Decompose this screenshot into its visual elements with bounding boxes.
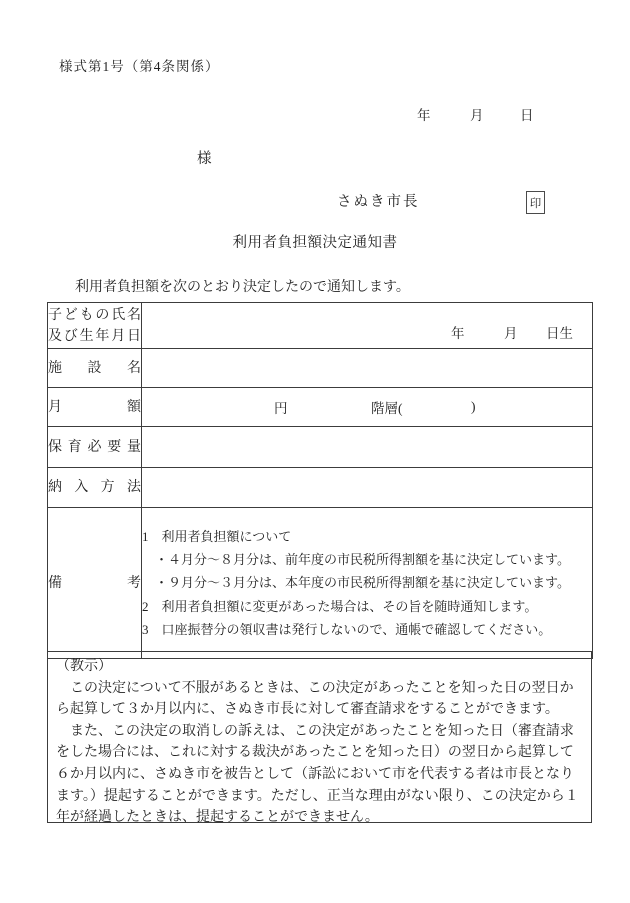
instruction-heading: （教示） <box>56 659 112 674</box>
instruction-paragraph: この決定について不服があるときは、この決定があったことを知った日の翌日から起算して３か月以内に、さぬき市長に対して審査請求をすることができます。 <box>56 680 574 718</box>
monthly-amount-label: 月 額 <box>48 388 142 427</box>
table-row <box>48 508 593 659</box>
remarks-line: 3 口座振替分の領収書は発行しないので、通帳で確認してください。 <box>142 621 552 637</box>
payment-method-field <box>142 468 593 508</box>
intro-text: 利用者負担額を次のとおり決定したので通知します。 <box>75 280 410 295</box>
remarks-line: ・９月分～３月分は、本年度の市民税所得割額を基に決定しています。 <box>142 575 570 591</box>
issue-date-year-label: 年 <box>417 108 431 123</box>
table-row <box>48 427 593 468</box>
seal-box: 印 <box>526 191 545 214</box>
remarks-line: ・４月分～８月分は、前年度の市民税所得割額を基に決定しています。 <box>142 552 570 568</box>
remarks-label: 備 考 <box>48 508 142 659</box>
tier-close-label: ) <box>471 399 476 414</box>
child-name-label-line2: 及 び 生 年 月 日 <box>48 328 141 344</box>
document-title: 利用者負担額決定通知書 <box>232 235 398 251</box>
birth-day-born-label: 日生 <box>546 326 573 341</box>
child-name-birthdate-field <box>142 303 593 349</box>
sender-title: さぬき市長 <box>337 194 420 210</box>
yen-unit-label: 円 <box>274 401 288 416</box>
child-name-label-line1: 子 ど も の 氏 名 <box>48 307 141 323</box>
child-name-label <box>48 303 142 349</box>
table-row <box>48 303 593 349</box>
table-row <box>48 349 593 388</box>
payment-method-label: 納 入 方 法 <box>48 468 142 508</box>
addressee-honorific: 様 <box>197 151 212 167</box>
decision-table <box>47 302 593 659</box>
care-need-label: 保 育 必 要 量 <box>48 427 142 468</box>
instruction-box <box>47 651 592 826</box>
birth-year-label: 年 <box>451 326 465 341</box>
remarks-line: 2 利用者負担額に変更があった場合は、その旨を随時通知します。 <box>142 598 538 614</box>
monthly-amount-field <box>142 388 593 427</box>
care-need-field <box>142 427 593 468</box>
remarks-line: 1 利用者負担額について <box>142 528 292 544</box>
form-number: 様式第1号（第4条関係） <box>59 59 220 74</box>
facility-name-field <box>142 349 593 388</box>
tier-open-label: 階層( <box>371 401 403 416</box>
instruction-paragraph: また、この決定の取消しの訴えは、この決定があったことを知った日（審査請求をした場合には、これに対する裁決があったことを知った日）の翌日から起算して６か月以内に、さぬき市を被告として（訴訟において市を代表する者は市長となります。）提起することができます。ただし、正当な理由がない限り、この決定から１年が経過したときは、提起することができません。 <box>56 723 579 826</box>
facility-name-label: 施 設 名 <box>48 349 142 388</box>
birth-month-label: 月 <box>504 326 518 341</box>
issue-date-month-label: 月 <box>470 108 484 123</box>
remarks-content <box>142 508 593 659</box>
table-row <box>48 388 593 427</box>
table-row <box>48 468 593 508</box>
issue-date-day-label: 日 <box>520 108 534 123</box>
